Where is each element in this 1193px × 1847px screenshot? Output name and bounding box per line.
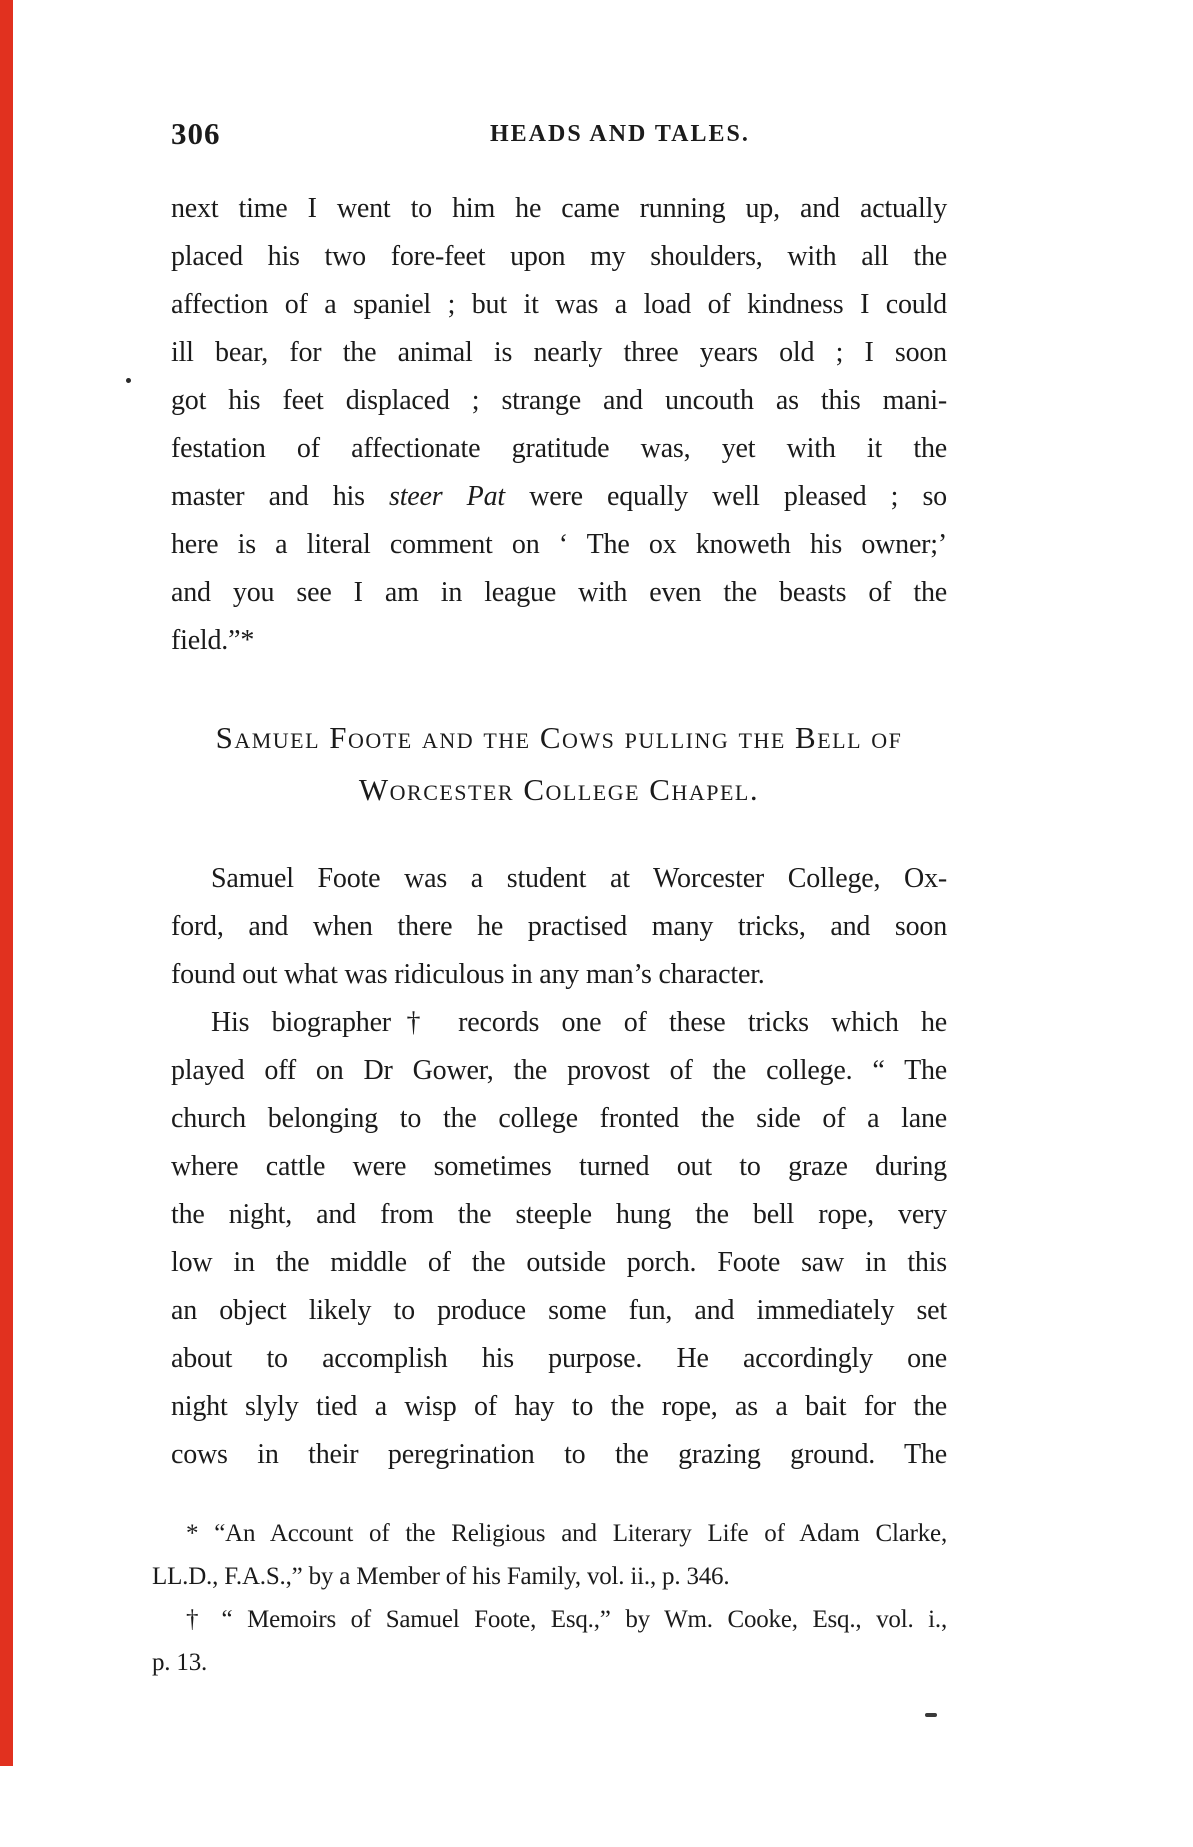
italic-phrase: steer Pat — [389, 481, 505, 512]
text-line: and you see I am in league with even the beasts of the — [171, 577, 947, 608]
text-line: church belonging to the college fronted the side of a lane — [171, 1103, 947, 1134]
section-body — [171, 855, 947, 1479]
footnote-line: LL.D., F.A.S.,” by a Member of his Family, vol. ii., p. 346. — [152, 1563, 730, 1590]
text-line: got his feet displaced ; strange and uncouth as this mani- — [171, 385, 947, 416]
text-line: cows in their peregrination to the grazing ground. The — [171, 1439, 947, 1470]
scan-speck — [925, 1713, 937, 1717]
text-line: the night, and from the steeple hung the bell rope, very — [171, 1199, 947, 1230]
section-heading-line2: Worcester College Chapel. — [358, 772, 760, 807]
text-line: placed his two fore-feet upon my shoulders, with all the — [171, 241, 947, 272]
text-line: here is a literal comment on ‘ The ox knoweth his owner;’ — [171, 529, 947, 560]
text-segment: master and his — [171, 481, 390, 512]
text-line: low in the middle of the outside porch. Foote saw in this — [171, 1247, 947, 1278]
text-line: His biographer† records one of these tricks which he — [211, 1007, 947, 1038]
text-line: affection of a spaniel ; but it was a load of kindness I could — [171, 289, 947, 320]
intro-paragraph — [171, 185, 947, 665]
section-heading — [171, 712, 947, 816]
section-heading-line1: Samuel Foote and the Cows pulling the Bell of — [215, 720, 903, 755]
footnote-line: p. 13. — [152, 1649, 208, 1676]
text-line: Samuel Foote was a student at Worcester College, Ox- — [211, 863, 947, 894]
footnote-line: * “An Account of the Religious and Literary Life of Adam Clarke, — [186, 1520, 947, 1547]
text-line: next time I went to him he came running up, and actually — [171, 193, 947, 224]
text-line: where cattle were sometimes turned out to graze during — [171, 1151, 947, 1182]
text-line — [171, 473, 947, 521]
page-number: 306 — [171, 116, 221, 151]
footnotes — [152, 1512, 947, 1684]
text-line: field.”* — [171, 625, 255, 656]
text-line: festation of affectionate gratitude was, yet with it the — [171, 433, 947, 464]
text-line: found out what was ridiculous in any man’s character. — [171, 959, 765, 990]
running-title: HEADS AND TALES. — [490, 121, 750, 147]
footnote-line: † “ Memoirs of Samuel Foote, Esq.,” by Wm. Cooke, Esq., vol. i., — [186, 1606, 947, 1633]
text-line: an object likely to produce some fun, and immediately set — [171, 1295, 947, 1326]
scan-speck — [126, 378, 131, 383]
text-line: ford, and when there he practised many tricks, and soon — [171, 911, 947, 942]
text-line: ill bear, for the animal is nearly three years old ; I soon — [171, 337, 947, 368]
scan-edge-red-strip — [0, 0, 13, 1766]
text-segment: were equally well pleased ; so — [504, 481, 947, 512]
text-line: night slyly tied a wisp of hay to the rope, as a bait for the — [171, 1391, 947, 1422]
text-line: played off on Dr Gower, the provost of the college. “ The — [171, 1055, 947, 1086]
text-line: about to accomplish his purpose. He accordingly one — [171, 1343, 947, 1374]
